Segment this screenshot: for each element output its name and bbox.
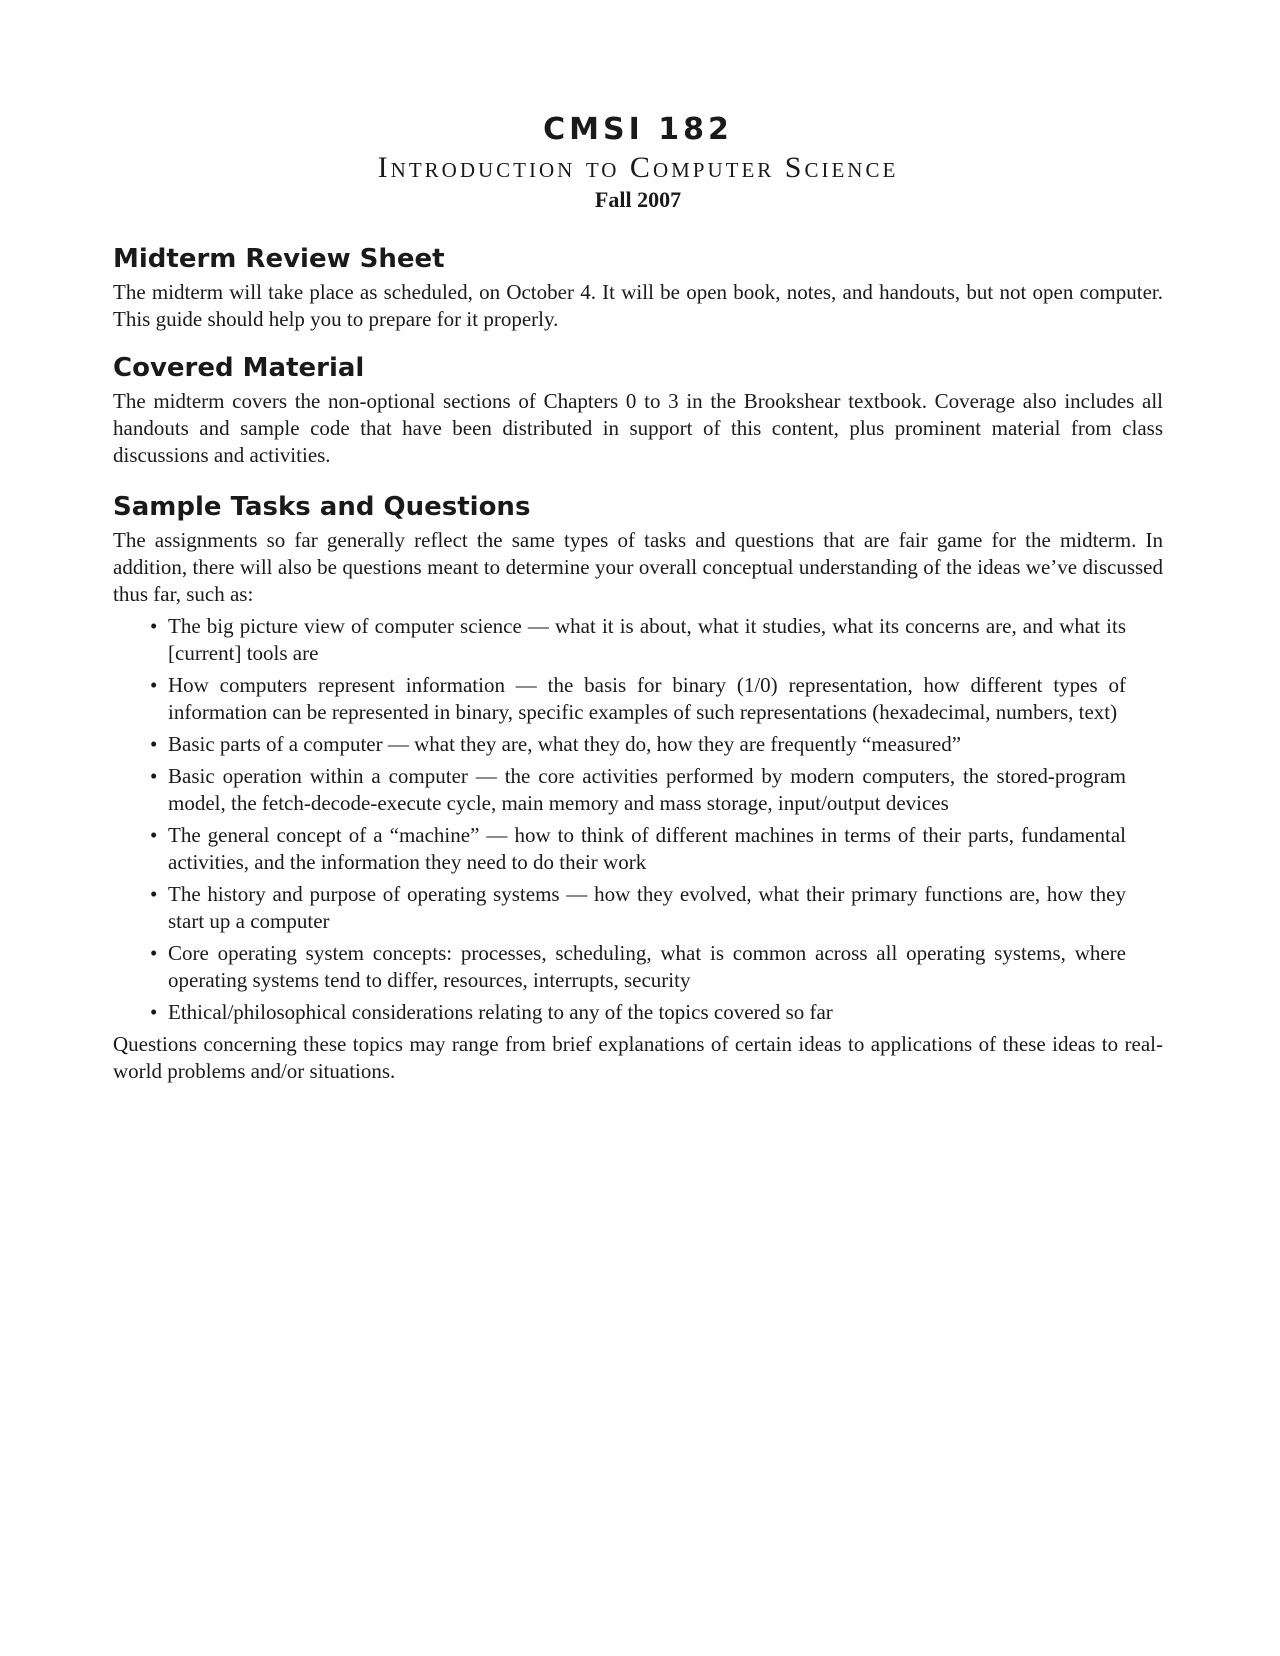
- section-body: The midterm covers the non-optional sections of Chapters 0 to 3 in the Brookshear textbook. Coverage also includes all handouts and sample code that have been distributed in support of this content, plus prominent material from class discussions and activities.: [113, 389, 1163, 467]
- list-item: [113, 940, 1163, 994]
- course-code: CMSI 182: [543, 112, 733, 147]
- section-sample-tasks: [113, 491, 1163, 1085]
- section-body: The assignments so far generally reflect the same types of tasks and questions that are fair game for the midterm. In addition, there will also be questions meant to determine your overall conceptual understanding of the ideas we’ve discussed thus far, such as:: [113, 528, 1163, 606]
- bullet-icon: •: [150, 614, 158, 638]
- title-block: [113, 112, 1163, 214]
- section-heading: Midterm Review Sheet: [113, 244, 445, 274]
- list-item-text: The big picture view of computer science — what it is about, what it studies, what its concerns are, and what its [current] tools are: [168, 614, 1126, 665]
- topic-list: [113, 613, 1163, 1026]
- bullet-icon: •: [150, 673, 158, 697]
- list-item: [113, 822, 1163, 876]
- list-item-text: Ethical/philosophical considerations relating to any of the topics covered so far: [168, 1000, 833, 1024]
- list-item-text: The general concept of a “machine” — how to think of different machines in terms of their parts, fundamental activities, and the information they need to do their work: [168, 823, 1126, 874]
- list-item-text: Basic parts of a computer — what they are, what they do, how they are frequently “measured”: [168, 732, 962, 756]
- list-item: [113, 881, 1163, 935]
- list-item-text: The history and purpose of operating systems — how they evolved, what their primary functions are, how they start up a computer: [168, 882, 1126, 933]
- section-heading: Sample Tasks and Questions: [113, 492, 531, 522]
- closing-paragraph: Questions concerning these topics may range from brief explanations of certain ideas to applications of these ideas to real-world problems and/or situations.: [113, 1032, 1163, 1083]
- list-item: [113, 763, 1163, 817]
- list-item: [113, 613, 1163, 667]
- term: Fall 2007: [594, 187, 682, 212]
- bullet-icon: •: [150, 1000, 158, 1024]
- list-item: [113, 731, 1163, 758]
- list-item: [113, 999, 1163, 1026]
- list-item-text: How computers represent information — the basis for binary (1/0) representation, how different types of information can be represented in binary, specific examples of such representations (hexadecimal, numbers, text): [168, 673, 1126, 724]
- bullet-icon: •: [150, 732, 158, 756]
- section-body: The midterm will take place as scheduled, on October 4. It will be open book, notes, and handouts, but not open computer. This guide should help you to prepare for it properly.: [113, 280, 1163, 331]
- document-page: [113, 100, 1163, 1085]
- list-item-text: Core operating system concepts: processes, scheduling, what is common across all operating systems, where operating systems tend to differ, resources, interrupts, security: [168, 941, 1126, 992]
- list-item: [113, 672, 1163, 726]
- section-midterm-review: [113, 243, 1163, 333]
- bullet-icon: •: [150, 823, 158, 847]
- list-item-text: Basic operation within a computer — the core activities performed by modern computers, the stored-program model, the fetch-decode-execute cycle, main memory and mass storage, input/output devices: [168, 764, 1126, 815]
- course-name: Introduction to Computer Science: [377, 151, 899, 184]
- section-covered-material: [113, 352, 1163, 469]
- bullet-icon: •: [150, 941, 158, 965]
- bullet-icon: •: [150, 882, 158, 906]
- section-heading: Covered Material: [113, 353, 365, 383]
- bullet-icon: •: [150, 764, 158, 788]
